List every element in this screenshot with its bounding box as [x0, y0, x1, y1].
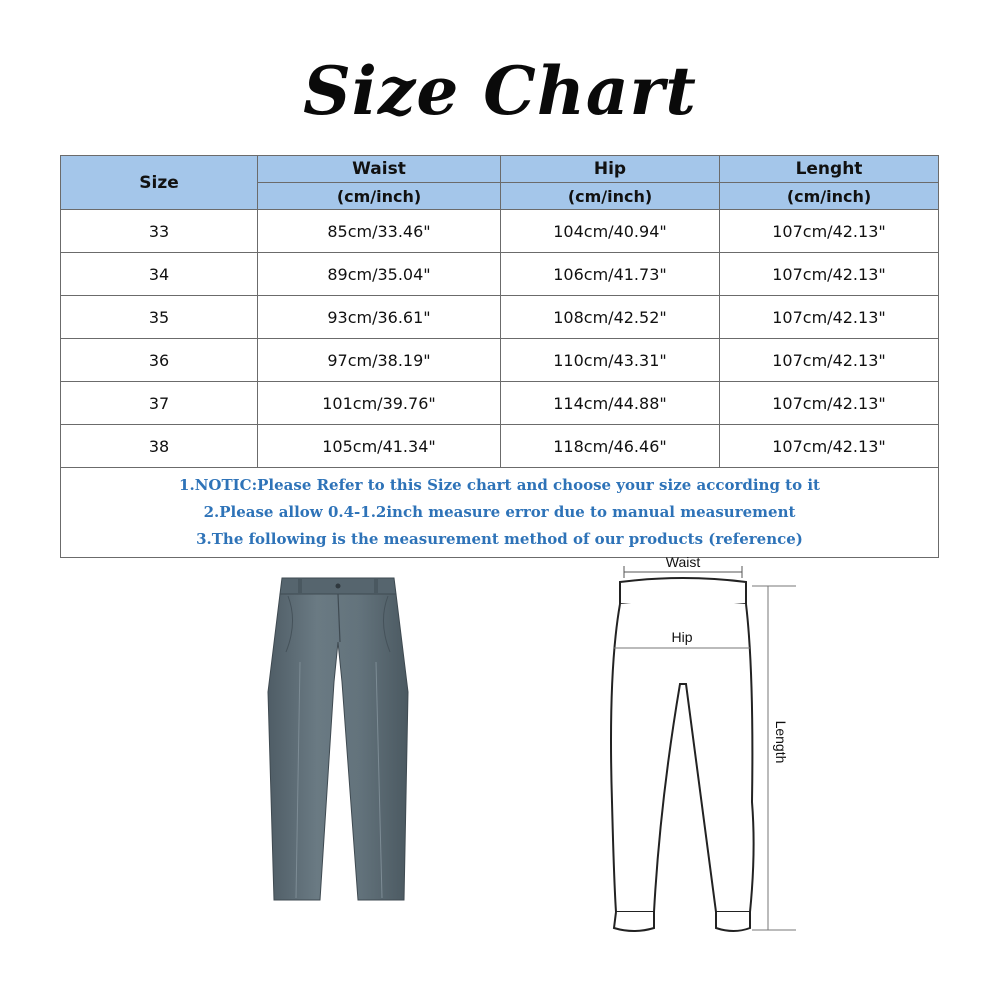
header-hip-unit: (cm/inch): [501, 183, 720, 210]
table-row: [61, 382, 939, 425]
waist-value: 93cm/36.61": [258, 296, 501, 339]
table-row: [61, 253, 939, 296]
table-row: [61, 210, 939, 253]
header-length: Lenght: [720, 156, 939, 183]
note-2: 2.Please allow 0.4-1.2inch measure error due to manual measurement: [203, 503, 796, 521]
waist-value: 105cm/41.34": [258, 425, 501, 468]
size-value: 35: [61, 296, 258, 339]
length-value: 107cm/42.13": [720, 253, 939, 296]
length-value: 107cm/42.13": [720, 425, 939, 468]
length-value: 107cm/42.13": [720, 382, 939, 425]
length-value: 107cm/42.13": [720, 296, 939, 339]
header-hip: Hip: [501, 156, 720, 183]
page-title: Size Chart: [303, 52, 697, 130]
hip-value: 108cm/42.52": [501, 296, 720, 339]
notes-cell: [61, 468, 939, 558]
size-value: 36: [61, 339, 258, 382]
hip-label: Hip: [671, 629, 693, 645]
hip-value: 104cm/40.94": [501, 210, 720, 253]
table-row: [61, 425, 939, 468]
size-value: 34: [61, 253, 258, 296]
length-label: Length: [773, 720, 789, 764]
header-waist: Waist: [258, 156, 501, 183]
hip-value: 118cm/46.46": [501, 425, 720, 468]
size-chart-table: [60, 155, 939, 558]
header-length-unit: (cm/inch): [720, 183, 939, 210]
length-value: 107cm/42.13": [720, 339, 939, 382]
waist-value: 85cm/33.46": [258, 210, 501, 253]
waist-value: 89cm/35.04": [258, 253, 501, 296]
size-value: 33: [61, 210, 258, 253]
waist-value: 101cm/39.76": [258, 382, 501, 425]
header-waist-unit: (cm/inch): [258, 183, 501, 210]
waist-label: Waist: [665, 554, 701, 570]
header-size: Size: [61, 156, 258, 210]
table-row: [61, 339, 939, 382]
length-value: 107cm/42.13": [720, 210, 939, 253]
note-1: 1.NOTIC:Please Refer to this Size chart and choose your size according to it: [179, 476, 820, 494]
waist-value: 97cm/38.19": [258, 339, 501, 382]
pants-product-image: [258, 572, 418, 904]
hip-value: 114cm/44.88": [501, 382, 720, 425]
size-value: 37: [61, 382, 258, 425]
note-3: 3.The following is the measurement method of our products (reference): [196, 530, 803, 548]
table-row: [61, 296, 939, 339]
measurement-diagram: [590, 552, 810, 942]
size-value: 38: [61, 425, 258, 468]
hip-value: 106cm/41.73": [501, 253, 720, 296]
hip-value: 110cm/43.31": [501, 339, 720, 382]
notes-row: [61, 468, 939, 558]
